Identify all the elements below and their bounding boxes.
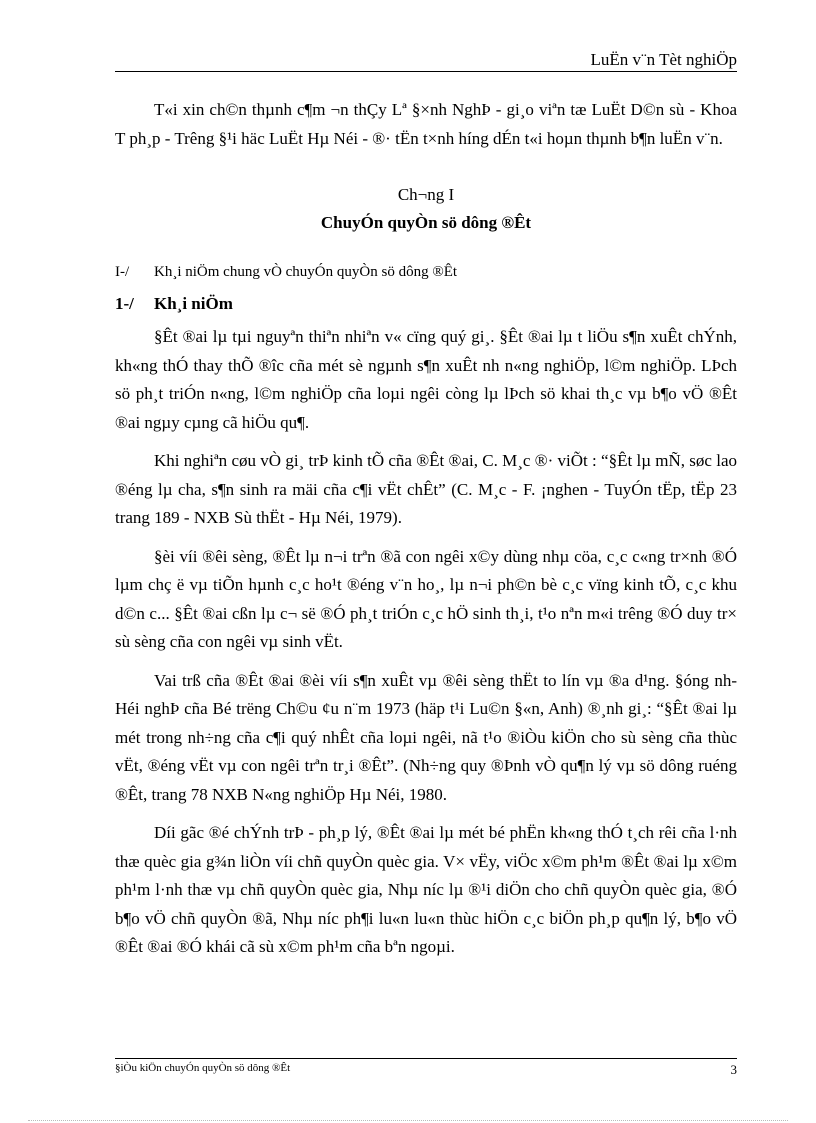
subsection-heading <box>115 291 737 317</box>
body-paragraph: §Êt ®ai lµ tµi nguyªn thiªn nhiªn v« cïng quý gi¸. §Êt ®ai lµ t liÖu s¶n xuÊt chÝnh, kh«ng thÓ thay thÕ ®îc cña mét sè ngµnh s¶n xuÊt nh n«ng nghiÖp, l©m nghiÖp. LÞch sö ph¸t triÓn n«ng, l©m nghiÖp cña loµi ngêi còng lµ lÞch sö khai th¸c vµ b¶o vÖ ®Êt ®ai ngµy cµng cã hiÖu qu¶. <box>115 327 737 432</box>
body-paragraph: Khi nghiªn cøu vÒ gi¸ trÞ kinh tÕ cña ®Êt ®ai, C. M¸c ®· viÕt : “§Êt lµ mÑ, søc lao ®éng lµ cha, s¶n sinh ra mäi cña c¶i vËt chÊt” (C. M¸c - F. ¡nghen - TuyÓn tËp, tËp 23 trang 189 - NXB Sù thËt - Hµ Néi, 1979). <box>115 451 737 527</box>
section-heading <box>115 261 737 283</box>
body-paragraph: Díi gãc ®é chÝnh trÞ - ph¸p lý, ®Êt ®ai lµ mét bé phËn kh«ng thÓ t¸ch rêi cña l·nh thæ quèc gia g¾n liÒn víi chñ quyÒn quèc gia. V× vËy, viÖc x©m ph¹m ®Êt ®ai lµ x©m ph¹m l·nh thæ vµ chñ quyÒn quèc gia, Nhµ níc lµ ®¹i diÖn cho chñ quyÒn quèc gia, ®Ó b¶o vÖ chñ quyÒn ®ã, Nhµ níc ph¶i lu«n lu«n thùc hiÖn c¸c biÖn ph¸p qu¶n lý, b¶o vÖ ®Êt ®ai ®Ó khái cã sù x©m ph¹m cña bªn ngoµi. <box>115 823 737 956</box>
intro-paragraph: T«i xin ch©n thµnh c¶m ¬n thÇy Lª §×nh NghÞ - gi¸o viªn tæ LuËt D©n sù - Khoa T ph¸p - Trêng §¹i häc LuËt Hµ Néi - ®· tËn t×nh híng dÉn t«i hoµn thµnh b¶n luËn v¨n. <box>115 100 737 148</box>
document-body <box>115 96 737 972</box>
chapter-number: Ch¬ng I <box>397 185 455 204</box>
body-paragraph: Vai trß cña ®Êt ®ai ®èi víi s¶n xuÊt vµ ®êi sèng thËt to lín vµ ®a d¹ng. §óng nh Héi nghÞ cña Bé trëng Ch©u ¢u n¨m 1973 (häp t¹i Lu©n §«n, Anh) ®¸nh gi¸: “§Êt ®ai lµ mét trong nh÷ng cña c¶i quý nhÊt cña loµi ngêi, nã t¹o ®iÒu kiÖn cho sù sèng cña thùc vËt, ®éng vËt vµ con ngêi trªn tr¸i ®Êt”. (Nh÷ng quy ®Þnh vÒ qu¶n lý vµ sö dông ruéng ®Êt, trang 78 NXB N«ng nghiÖp Hµ Néi, 1980. <box>115 670 737 804</box>
chapter-title: ChuyÓn quyÒn sö dông ®Êt <box>320 213 532 232</box>
subsection-number: 1-/ <box>115 294 134 313</box>
page-boundary-dotted-line <box>28 1120 788 1121</box>
footer-title: §iÒu kiÖn chuyÓn quyÒn sö dông ®Êt <box>115 1062 291 1074</box>
section-number: I-/ <box>115 264 130 280</box>
header-title: LuËn v¨n Tèt nghiÖp <box>590 50 737 69</box>
header-divider <box>115 71 737 72</box>
section-title: Kh¸i niÖm chung vÒ chuyÓn quyÒn sö dông ®Êt <box>154 264 458 280</box>
footer-divider <box>115 1058 737 1059</box>
subsection-title: Kh¸i niÖm <box>154 294 233 313</box>
page-number: 3 <box>730 1062 737 1077</box>
body-paragraph: §èi víi ®êi sèng, ®Êt lµ n¬i trªn ®ã con ngêi x©y dùng nhµ cöa, c¸c c«ng tr×nh ®Ó lµm chç ë vµ tiÕn hµnh c¸c ho¹t ®éng v¨n ho¸, lµ n¬i ph©n bè c¸c vïng kinh tÕ, c¸c khu d©n c... §Êt ®ai cßn lµ c¬ së ®Ó ph¸t triÓn c¸c hÖ sinh th¸i, t¹o nªn m«i trêng ®Ó duy tr× sù sèng cña con ngêi vµ sinh vËt. <box>115 546 737 651</box>
